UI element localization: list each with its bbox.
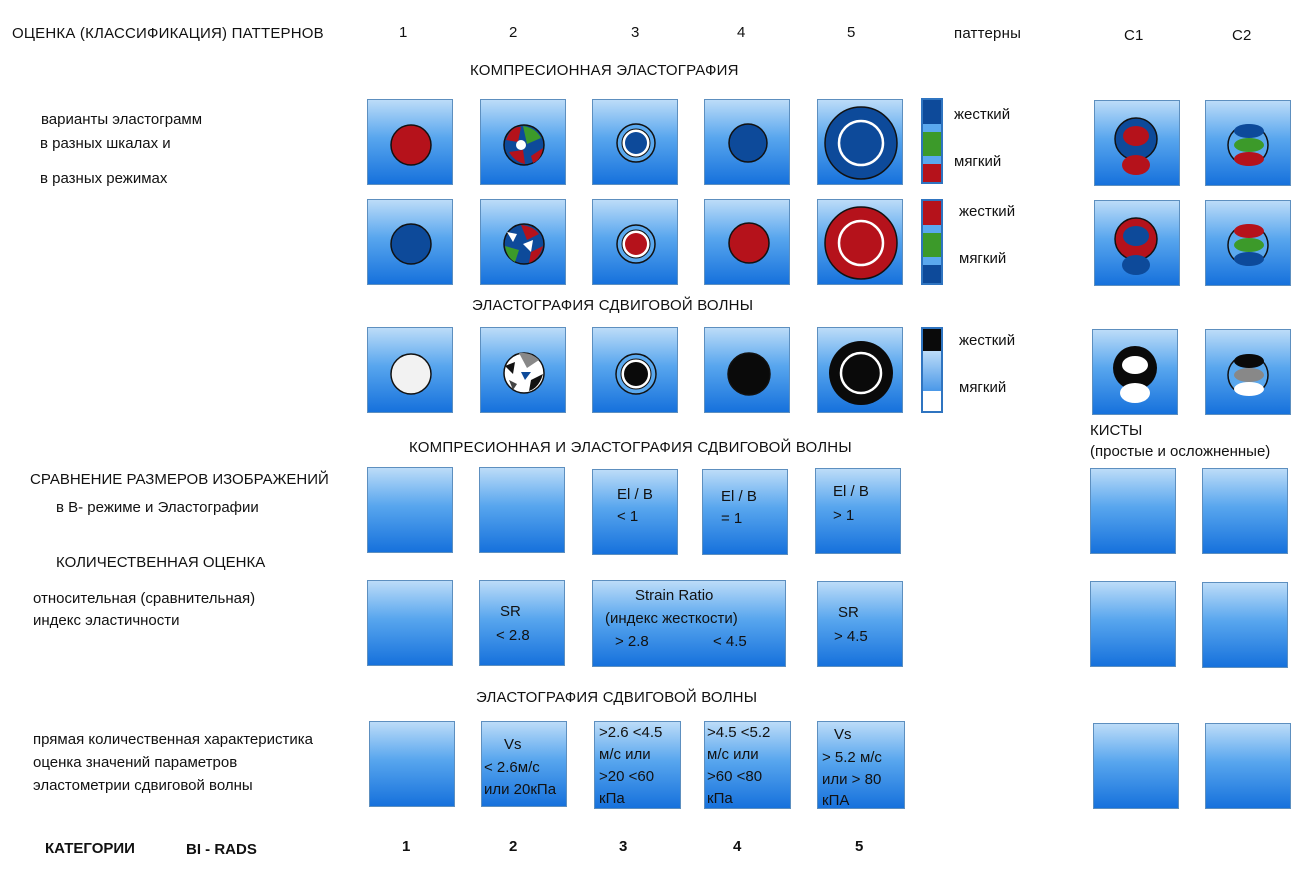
c2-shear-wave bbox=[1205, 329, 1291, 415]
el-b-label: El / B bbox=[617, 486, 653, 503]
vs-range-ms-unit: м/с или bbox=[707, 746, 759, 763]
pattern-5-compression-row2 bbox=[817, 199, 903, 285]
direct-label-line2: оценка значений параметров bbox=[33, 754, 238, 771]
shear-value-box-3 bbox=[594, 721, 681, 809]
direct-label-line3: эластометрии сдвиговой волны bbox=[33, 777, 253, 794]
vs-label: Vs bbox=[504, 736, 522, 753]
c2-compression-row2 bbox=[1205, 200, 1291, 286]
shear-value-box-4 bbox=[704, 721, 791, 809]
scale-hard-label-3: жесткий bbox=[959, 332, 1016, 349]
color-scale-red-hard bbox=[921, 199, 943, 285]
sr-label: SR bbox=[500, 603, 521, 620]
category-5: 5 bbox=[855, 838, 864, 855]
pattern-2-shear-wave bbox=[480, 327, 566, 413]
c2-compression-row1 bbox=[1205, 100, 1291, 186]
pattern-2-elastogram bbox=[481, 100, 567, 186]
vs-value-ms: < 2.6м/с bbox=[484, 759, 540, 776]
strain-ratio-low: > 2.8 bbox=[615, 633, 649, 650]
strain-box-1 bbox=[367, 580, 453, 666]
column-header-3: 3 bbox=[631, 24, 640, 41]
scale-hard-label-2: жесткий bbox=[959, 203, 1016, 220]
direct-label-line1: прямая количественная характеристика bbox=[33, 731, 313, 748]
c2-elastogram bbox=[1206, 101, 1292, 187]
pattern-5-shear-wave bbox=[817, 327, 903, 413]
color-scale-grayscale bbox=[921, 327, 943, 413]
c1-shear-wave bbox=[1092, 329, 1178, 415]
column-header-c2: C2 bbox=[1232, 27, 1252, 44]
c1-elastogram bbox=[1095, 201, 1181, 287]
section-compression-title: КОМПРЕСИОННАЯ ЭЛАСТОГРАФИЯ bbox=[470, 62, 739, 79]
pattern-4-elastogram bbox=[705, 100, 791, 186]
pattern-2-compression-row1 bbox=[480, 99, 566, 185]
pattern-1-elastogram bbox=[368, 100, 454, 186]
vs-range-ms: >2.6 <4.5 bbox=[599, 724, 663, 741]
variants-label-line3: в разных режимах bbox=[40, 170, 168, 187]
vs-value-unit: кПА bbox=[822, 792, 850, 809]
c2-elastogram bbox=[1206, 201, 1292, 287]
shear-value-box-2 bbox=[481, 721, 567, 807]
strain-ratio-box bbox=[592, 580, 786, 667]
pattern-4-compression-row1 bbox=[704, 99, 790, 185]
category-4: 4 bbox=[733, 838, 742, 855]
birads-label: BI - RADS bbox=[186, 841, 257, 858]
section-shear-wave-2-title: ЭЛАСТОГРАФИЯ СДВИГОВОЙ ВОЛНЫ bbox=[476, 689, 758, 706]
pattern-5-elastogram bbox=[818, 328, 904, 414]
vs-label: Vs bbox=[834, 726, 852, 743]
relative-label-line2: индекс эластичности bbox=[33, 612, 180, 629]
strain-ratio-subtitle: (индекс жесткости) bbox=[605, 610, 738, 627]
scale-hard-label-1: жесткий bbox=[954, 106, 1011, 123]
column-header-4: 4 bbox=[737, 24, 746, 41]
category-1: 1 bbox=[402, 838, 411, 855]
sr-value: < 2.8 bbox=[496, 627, 530, 644]
size-compare-box-3 bbox=[592, 469, 678, 555]
section-shear-wave-title: ЭЛАСТОГРАФИЯ СДВИГОВОЙ ВОЛНЫ bbox=[472, 297, 754, 314]
vs-range-kpa: >20 <60 bbox=[599, 768, 655, 785]
pattern-2-compression-row2 bbox=[480, 199, 566, 285]
el-b-value: < 1 bbox=[617, 508, 639, 525]
variants-label-line1: варианты эластограмм bbox=[41, 111, 203, 128]
pattern-2-elastogram bbox=[481, 328, 567, 414]
quantitative-label: КОЛИЧЕСТВЕННАЯ ОЦЕНКА bbox=[56, 554, 266, 571]
c1-elastogram bbox=[1095, 101, 1181, 187]
size-compare-box-4 bbox=[702, 469, 788, 555]
size-compare-box-1 bbox=[367, 467, 453, 553]
scale-soft-label-1: мягкий bbox=[954, 153, 1002, 170]
shear-value-box-c1 bbox=[1093, 723, 1179, 809]
scale-soft-label-2: мягкий bbox=[959, 250, 1007, 267]
vs-range-ms-unit: м/с или bbox=[599, 746, 651, 763]
size-compare-box-2 bbox=[479, 467, 565, 553]
category-2: 2 bbox=[509, 838, 518, 855]
pattern-5-elastogram bbox=[818, 100, 904, 186]
vs-range-kpa-unit: кПа bbox=[599, 790, 625, 807]
el-b-value: = 1 bbox=[721, 510, 743, 527]
size-compare-box-c1 bbox=[1090, 468, 1176, 554]
pattern-5-compression-row1 bbox=[817, 99, 903, 185]
section-combined-title: КОМПРЕСИОННАЯ И ЭЛАСТОГРАФИЯ СДВИГОВОЙ ВОЛНЫ bbox=[409, 439, 852, 456]
sr-label: SR bbox=[838, 604, 859, 621]
cysts-label-line2: (простые и осложненные) bbox=[1090, 443, 1271, 460]
pattern-1-compression-row2 bbox=[367, 199, 453, 285]
size-compare-label: СРАВНЕНИЕ РАЗМЕРОВ ИЗОБРАЖЕНИЙ bbox=[30, 471, 329, 488]
size-compare-box-c2 bbox=[1202, 468, 1288, 554]
size-compare-box-5 bbox=[815, 468, 901, 554]
c2-elastogram bbox=[1206, 330, 1292, 416]
pattern-5-elastogram bbox=[818, 200, 904, 286]
vs-range-ms: >4.5 <5.2 bbox=[707, 724, 771, 741]
pattern-3-elastogram bbox=[593, 200, 679, 286]
vs-range-kpa-unit: кПа bbox=[707, 790, 733, 807]
pattern-1-elastogram bbox=[368, 328, 454, 414]
patterns-label: паттерны bbox=[954, 25, 1022, 42]
pattern-2-elastogram bbox=[481, 200, 567, 286]
vs-value-kpa: или 20кПа bbox=[484, 781, 557, 798]
scale-soft-label-3: мягкий bbox=[959, 379, 1007, 396]
el-b-label: El / B bbox=[833, 483, 869, 500]
strain-ratio-title: Strain Ratio bbox=[635, 587, 714, 604]
pattern-3-compression-row2 bbox=[592, 199, 678, 285]
el-b-value: > 1 bbox=[833, 507, 855, 524]
cysts-label-line1: КИСТЫ bbox=[1090, 422, 1143, 439]
pattern-1-compression-row1 bbox=[367, 99, 453, 185]
shear-value-box-5 bbox=[817, 721, 905, 809]
strain-ratio-high: < 4.5 bbox=[713, 633, 747, 650]
c1-compression-row1 bbox=[1094, 100, 1180, 186]
categories-label: КАТЕГОРИИ bbox=[45, 840, 135, 857]
size-compare-sublabel: в В- режиме и Эластографии bbox=[56, 499, 259, 516]
vs-range-kpa: >60 <80 bbox=[707, 768, 763, 785]
color-scale-blue-hard bbox=[921, 98, 943, 184]
column-header-5: 5 bbox=[847, 24, 856, 41]
pattern-4-elastogram bbox=[705, 200, 791, 286]
vs-value-ms: > 5.2 м/с bbox=[822, 749, 882, 766]
vs-value-kpa: или > 80 bbox=[822, 771, 882, 788]
pattern-3-elastogram bbox=[593, 328, 679, 414]
shear-value-box-c2 bbox=[1205, 723, 1291, 809]
strain-box-c2 bbox=[1202, 582, 1288, 668]
pattern-3-shear-wave bbox=[592, 327, 678, 413]
column-header-1: 1 bbox=[399, 24, 408, 41]
page-title: ОЦЕНКА (КЛАССИФИКАЦИЯ) ПАТТЕРНОВ bbox=[12, 25, 324, 42]
column-header-c1: C1 bbox=[1124, 27, 1144, 44]
strain-box-c1 bbox=[1090, 581, 1176, 667]
c1-elastogram bbox=[1093, 330, 1179, 416]
sr-value: > 4.5 bbox=[834, 628, 868, 645]
pattern-3-elastogram bbox=[593, 100, 679, 186]
strain-box-2 bbox=[479, 580, 565, 666]
pattern-4-elastogram bbox=[705, 328, 791, 414]
pattern-1-elastogram bbox=[368, 200, 454, 286]
el-b-label: El / B bbox=[721, 488, 757, 505]
pattern-3-compression-row1 bbox=[592, 99, 678, 185]
pattern-4-shear-wave bbox=[704, 327, 790, 413]
pattern-1-shear-wave bbox=[367, 327, 453, 413]
pattern-4-compression-row2 bbox=[704, 199, 790, 285]
variants-label-line2: в разных шкалах и bbox=[40, 135, 171, 152]
column-header-2: 2 bbox=[509, 24, 518, 41]
strain-box-5 bbox=[817, 581, 903, 667]
c1-compression-row2 bbox=[1094, 200, 1180, 286]
category-3: 3 bbox=[619, 838, 628, 855]
shear-value-box-1 bbox=[369, 721, 455, 807]
relative-label-line1: относительная (сравнительная) bbox=[33, 590, 256, 607]
